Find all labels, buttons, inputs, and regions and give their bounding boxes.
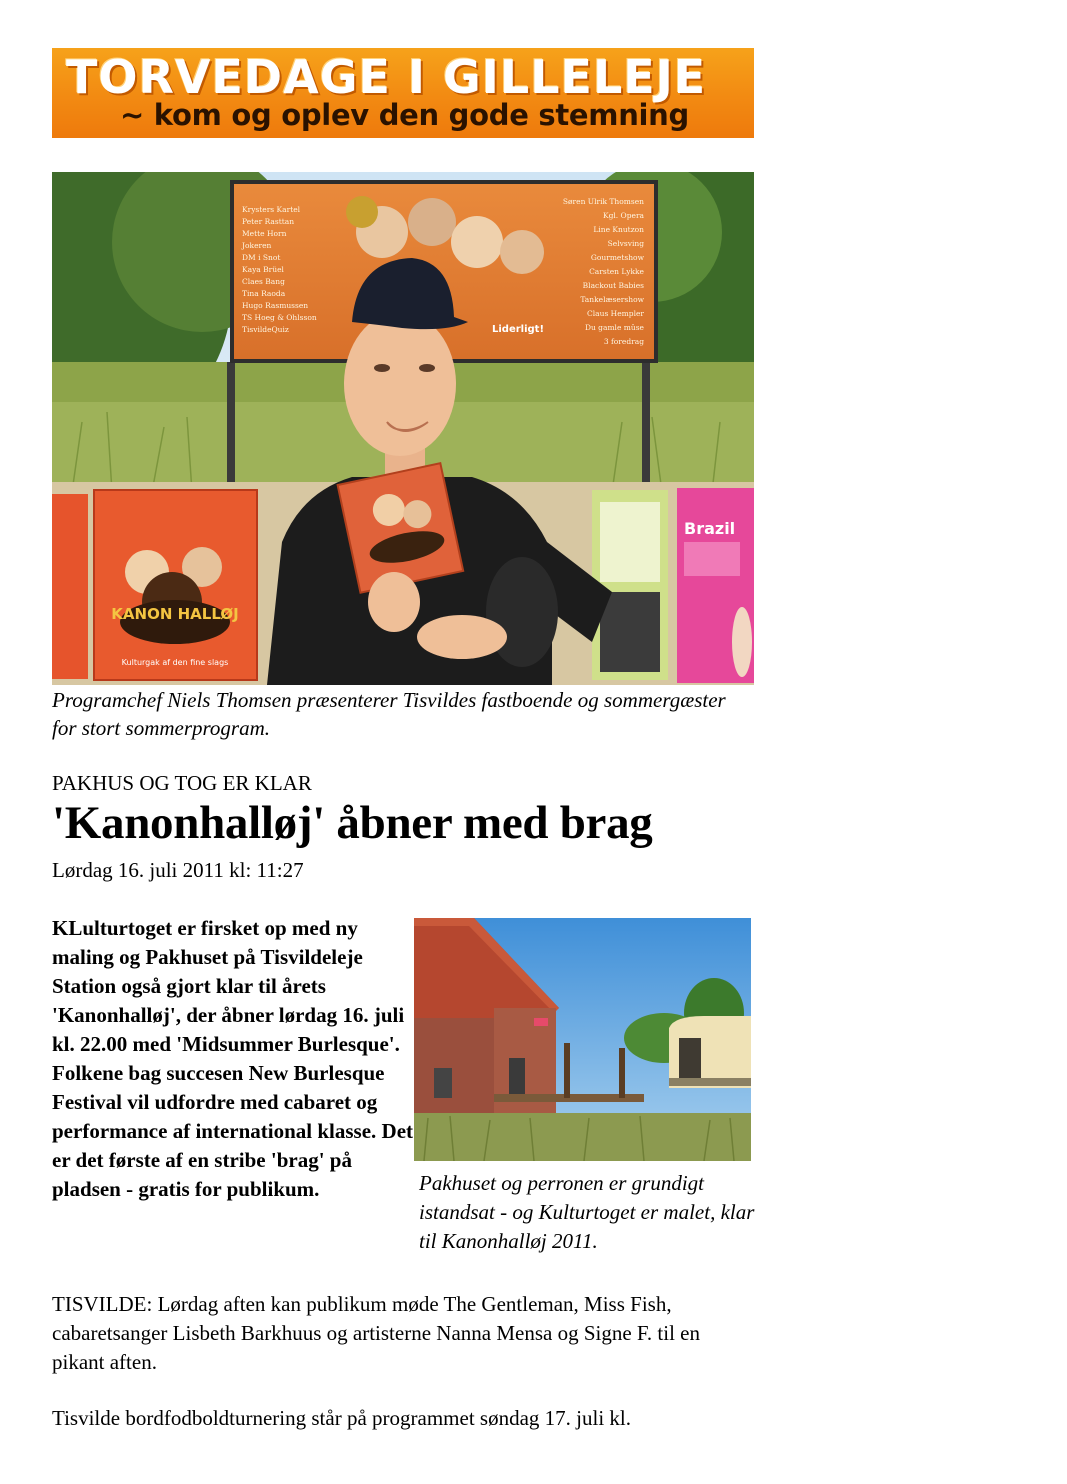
svg-text:Claus Hempler: Claus Hempler — [587, 309, 644, 318]
svg-text:Gourmetshow: Gourmetshow — [590, 253, 644, 262]
svg-text:Peter Rasttan: Peter Rasttan — [242, 217, 295, 226]
billboard-right-1: Søren Ulrik Thomsen — [562, 197, 644, 206]
poster-tagline: Kulturgak af den fine slags — [121, 658, 229, 667]
svg-text:Kaya Brüel: Kaya Brüel — [242, 265, 284, 274]
article-kicker: PAKHUS OG TOG ER KLAR — [52, 771, 312, 795]
article-lead: KLulturtoget er firsket op med ny maling og Pakhuset på Tisvildeleje Station også gjort klar til årets 'Kanonhalløj', der åbner lørdag 16. juli kl. 22.00 med 'Midsummer Burlesque'. Folkene bag succesen New Burlesque Festival vil udfordre med cabaret og performance af international klasse. Det er det første af en stribe 'brag' på pladsen - gratis for publikum. — [52, 916, 414, 1201]
svg-text:3 foredrag: 3 foredrag — [603, 337, 644, 346]
article-paragraph: TISVILDE: Lørdag aften kan publikum møde The Gentleman, Miss Fish, cabaretsanger Lisbeth Barkhuus og artisterne Nanna Mensa og Signe F. til en pikant aften. — [52, 1292, 700, 1374]
billboard-left-1: Krysters Kartel — [242, 205, 301, 214]
svg-text:Blackout Babies: Blackout Babies — [582, 281, 644, 290]
svg-text:Claes Bang: Claes Bang — [242, 277, 285, 286]
svg-text:Carsten Lykke: Carsten Lykke — [589, 267, 644, 276]
svg-text:DM i Snot: DM i Snot — [242, 253, 281, 262]
svg-text:Selvsving: Selvsving — [607, 239, 644, 248]
banner-ad[interactable] — [52, 48, 754, 138]
svg-text:TS Hoeg & Ohlsson: TS Hoeg & Ohlsson — [242, 313, 317, 322]
station-photo — [414, 918, 751, 1161]
svg-text:Line Knutzon: Line Knutzon — [593, 225, 644, 234]
banner-subtitle: ~ kom og oplev den gode stemning — [120, 98, 689, 132]
photo-caption: Programchef Niels Thomsen præsenterer Tisvildes fastboende og sommergæster for stort sommerprogram. — [52, 688, 726, 740]
banner-title: TORVEDAGE I GILLELEJE — [66, 50, 707, 104]
poster-logo: KANON HALLØJ — [111, 605, 239, 623]
svg-text:Tina Raoda: Tina Raoda — [242, 289, 286, 298]
main-photo — [52, 172, 754, 685]
svg-text:Jokeren: Jokeren — [242, 241, 272, 250]
article-paragraph: Tisvilde bordfodboldturnering står på programmet søndag 17. juli kl. — [52, 1406, 631, 1430]
svg-text:Hugo Rasmussen: Hugo Rasmussen — [242, 301, 309, 310]
svg-text:Kgl. Opera: Kgl. Opera — [602, 211, 644, 220]
svg-text:Mette Horn: Mette Horn — [242, 229, 287, 238]
billboard-slogan: Liderligt! — [492, 324, 545, 335]
svg-text:Du gamle mûse: Du gamle mûse — [584, 323, 644, 332]
svg-text:TisvildeQuiz: TisvildeQuiz — [242, 325, 289, 334]
article-headline: 'Kanonhalløj' åbner med brag — [52, 797, 653, 849]
article-dateline: Lørdag 16. juli 2011 kl: 11:27 — [52, 858, 304, 882]
svg-text:Tankelæsershow: Tankelæsershow — [580, 295, 644, 304]
station-photo-caption: Pakhuset og perronen er grundigt istandsat - og Kulturtoget er malet, klar til Kanonhalløj 2011. — [419, 1171, 755, 1253]
poster-right-title: Brazil — [684, 519, 736, 538]
